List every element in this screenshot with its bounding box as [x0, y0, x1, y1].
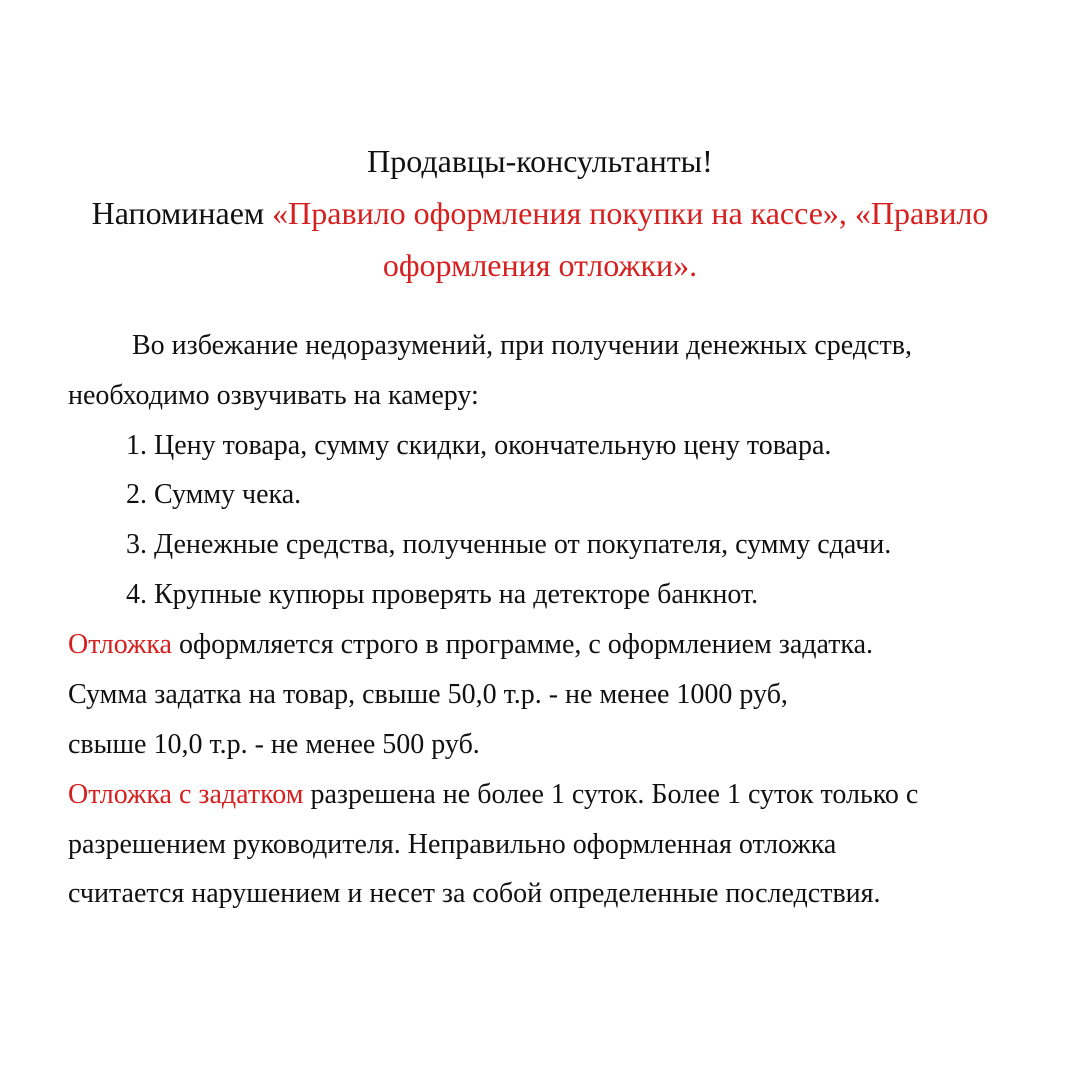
layaway-label-red: Отложка: [68, 629, 172, 660]
approval-line: разрешением руководителя. Неправильно оформленная отложка: [68, 829, 837, 860]
notice-title: Продавцы-консультанты!: [367, 143, 713, 179]
deposit-limit-text: разрешена не более 1 суток. Более 1 суток только с: [303, 779, 919, 810]
reminder-line: [0, 187, 1080, 239]
deposit-label-red: Отложка с задатком: [68, 779, 304, 810]
deposit-rule-line-1: Сумма задатка на товар, свыше 50,0 т.р. - не менее 1000 руб,: [68, 679, 788, 710]
violation-line: считается нарушением и несет за собой определенные последствия.: [68, 878, 881, 909]
step-item-4: 4. Крупные купюры проверять на детекторе банкнот.: [126, 579, 759, 610]
layaway-rule: [68, 620, 873, 670]
layaway-rule-text: оформляется строго в программе, с оформлением задатка.: [172, 629, 874, 660]
deposit-limit-rule: [68, 770, 918, 820]
step-item-3: 3. Денежные средства, полученные от покупателя, сумму сдачи.: [126, 529, 892, 560]
step-item-1: 1. Цену товара, сумму скидки, окончательную цену товара.: [126, 430, 832, 461]
reminder-rules-red: «Правило оформления покупки на кассе», «Правило: [272, 195, 989, 231]
step-item-2: 2. Сумму чека.: [126, 479, 302, 510]
intro-line-2: необходимо озвучивать на камеру:: [68, 380, 479, 411]
intro-line-1: Во избежание недоразумений, при получении денежных средств,: [132, 330, 912, 361]
deposit-rule-line-2: свыше 10,0 т.р. - не менее 500 руб.: [68, 729, 480, 760]
reminder-rules-red-continued: оформления отложки».: [382, 247, 698, 283]
reminder-prefix: Напоминаем: [91, 195, 273, 231]
